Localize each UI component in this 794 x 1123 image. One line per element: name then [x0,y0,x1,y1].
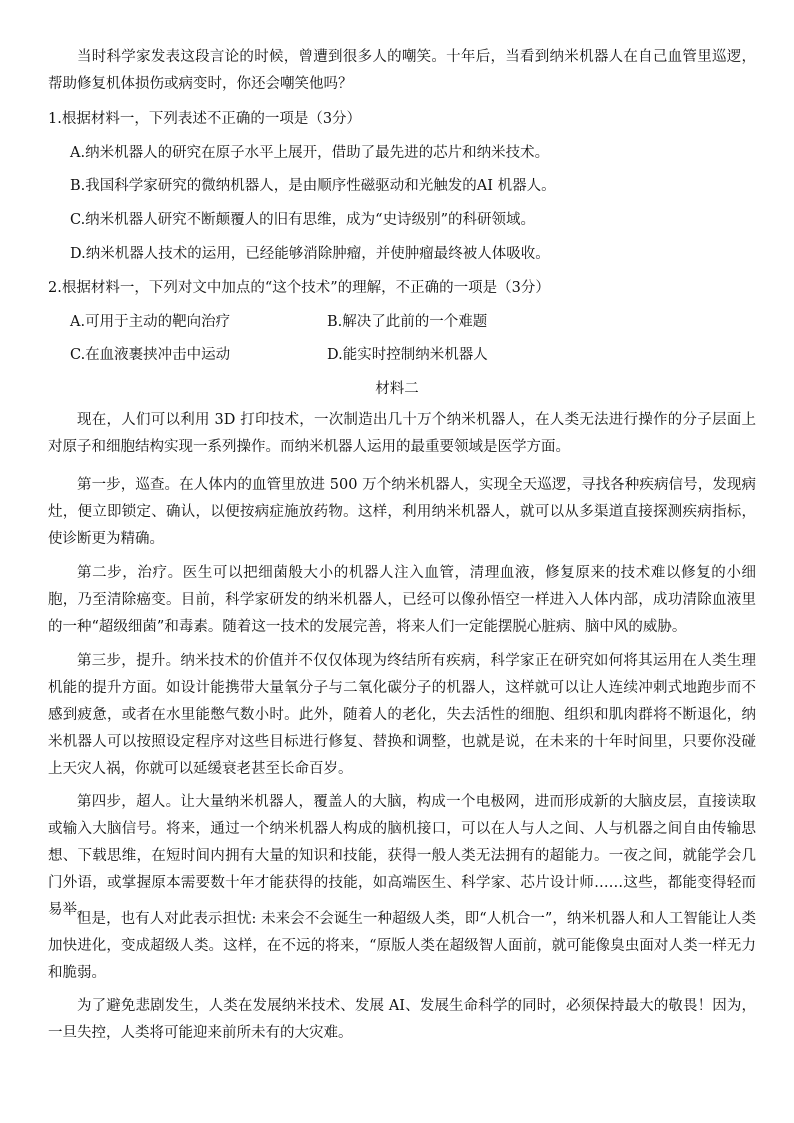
question-1-option-c: C.纳米机器人研究不断颠覆人的旧有思维，成为“史诗级别”的科研领域。 [70,212,536,228]
question-2-stem: 2.根据材料一，下列对文中加点的“这个技术”的理解，不正确的一项是（3分） [48,280,550,296]
question-2-option-a: A.可用于主动的靶向治疗 [70,314,231,330]
material-2-paragraph-2: 第一步，巡查。在人体内的血管里放进 500 万个纳米机器人，实现全天巡逻，寻找各种疾病信号，发现病灶，便立即锁定、确认，以便按病症施放药物。这样，利用纳米机器人，就可以从多渠道直接探测疾病指标，使诊断更为精确。 [48,477,756,547]
material-2-title: 材料二 [375,381,419,397]
material-2-paragraph-5: 第四步，超人。让大量纳米机器人，覆盖人的大脑，构成一个电极网，进而形成新的大脑皮层，直接读取或输入大脑信号。将来，通过一个纳米机器人构成的脑机接口，可以在人与人之间、人与机器之间自由传输思想、下载思维，在短时间内拥有大量的知识和技能，获得一般人类无法拥有的超能力。一夜之间，就能学会几门外语，或掌握原本需要数十年才能获得的技能，如高端医生、科学家、芯片设计师……这些，都能变得轻而易举。 [48,794,756,918]
intro-paragraph: 当时科学家发表这段言论的时候，曾遭到很多人的嘲笑。十年后，当看到纳米机器人在自己血管里巡逻，帮助修复机体损伤或病变时，你还会嘲笑他吗？ [48,49,756,92]
material-2-paragraph-3: 第二步，治疗。医生可以把细菌般大小的机器人注入血管，清理血液，修复原来的技术难以修复的小细胞，乃至清除癌变。目前，科学家研发的纳米机器人，已经可以像孙悟空一样进入人体内部，成功清除血液里的一种“超级细菌”和毒素。随着这一技术的发展完善，将来人们一定能摆脱心脏病、脑中风的威胁。 [48,565,756,635]
material-2-paragraph-4: 第三步，提升。纳米技术的价值并不仅仅体现为终结所有疾病，科学家正在研究如何将其运用在人类生理机能的提升方面。如设计能携带大量氧分子与二氧化碳分子的机器人，这样就可以让人连续冲刺式地跑步而不感到疲惫，或者在水里能憋气数小时。此外，随着人的老化，失去活性的细胞、组织和肌肉群将不断退化，纳米机器人可以按照设定程序对这些目标进行修复、替换和调整，也就是说，在未来的十年时间里，只要你没碰上天灾人祸，你就可以延缓衰老甚至长命百岁。 [48,653,756,777]
material-2-paragraph-6: 但是，也有人对此表示担忧: 未来会不会诞生一种超级人类，即“人机合一”，纳米机器人和人工智能让人类加快进化，变成超级人类。这样，在不远的将来，“原版人类在超级智人面前，就可能像臭虫面对人类一样无力和脆弱。 [48,911,756,981]
question-1-option-d: D.纳米机器人技术的运用，已经能够消除肿瘤，并使肿瘤最终被人体吸收。 [70,246,550,262]
material-2-paragraph-1: 现在，人们可以利用 3D 打印技术，一次制造出几十万个纳米机器人，在人类无法进行操作的分子层面上对原子和细胞结构实现一系列操作。而纳米机器人运用的最重要领域是医学方面。 [48,412,756,455]
question-1-stem: 1.根据材料一，下列表述不正确的一项是（3分） [48,111,362,127]
question-1-option-a: A.纳米机器人的研究在原子水平上展开，借助了最先进的芯片和纳米技术。 [70,145,550,161]
question-2-option-b: B.解决了此前的一个难题 [327,314,488,330]
question-2-option-d: D.能实时控制纳米机器人 [327,347,488,363]
question-1-option-b: B.我国科学家研究的微纳机器人，是由顺序性磁驱动和光触发的AI 机器人。 [70,178,556,194]
question-2-option-c: C.在血液裹挟冲击中运动 [70,347,231,363]
material-2-paragraph-7: 为了避免悲剧发生，人类在发展纳米技术、发展 AI、发展生命科学的同时，必须保持最大的敬畏！因为，一旦失控，人类将可能迎来前所未有的大灾难。 [48,998,756,1041]
